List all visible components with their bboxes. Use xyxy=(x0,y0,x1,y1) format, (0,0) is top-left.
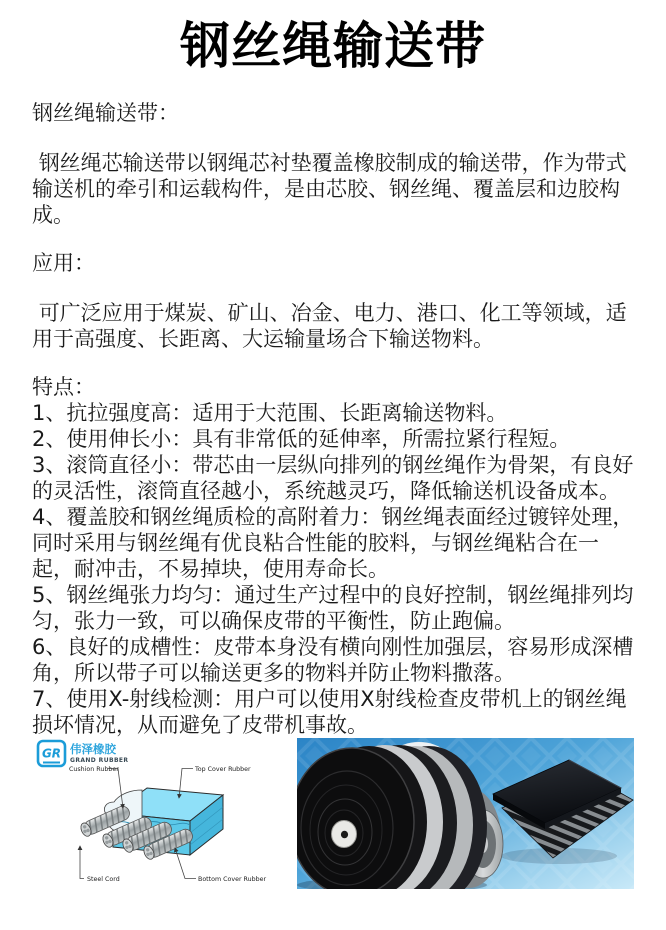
steel-cord-label: Steel Cord xyxy=(87,876,120,883)
conveyor-belt-photo xyxy=(297,738,634,889)
grand-rubber-logo xyxy=(38,741,128,766)
intro-paragraph: 钢丝绳芯输送带以钢绳芯衬垫覆盖橡胶制成的输送带，作为带式输送机的牵引和运载构件，是由芯胶、钢丝绳、覆盖层和边胶构成。 xyxy=(32,151,627,227)
feature-item-1: 1、抗拉强度高：适用于大范围、长距离输送物料。 xyxy=(32,401,508,425)
cushion-rubber-label: Cushion Rubber xyxy=(69,766,119,773)
belt-structure-diagram-svg xyxy=(30,738,273,898)
figures-row xyxy=(30,738,666,898)
feature-item-3: 3、滚筒直径小：带芯由一层纵向排列的钢丝绳作为骨架，有良好的灵活性，滚筒直径越小，系统越灵巧，降低输送机设备成本。 xyxy=(32,453,634,503)
conveyor-belt-photo-svg xyxy=(297,738,634,889)
feature-item-5: 5、钢丝绳张力均匀：通过生产过程中的良好控制，钢丝绳排列均匀，张力一致，可以确保皮带的平衡性，防止跑偏。 xyxy=(32,583,634,633)
features-list xyxy=(32,400,636,738)
page-title: 钢丝绳输送带 xyxy=(180,17,486,75)
logo-abbr-text: GR xyxy=(41,746,62,761)
feature-item-7: 7、使用X-射线检测：用户可以使用X射线检查皮带机上的钢丝绳损坏情况，从而避免了皮带机事故。 xyxy=(32,687,627,737)
application-paragraph: 可广泛应用于煤炭、矿山、冶金、电力、港口、化工等领域，适用于高强度、长距离、大运输量场合下输送物料。 xyxy=(32,301,627,351)
features-heading: 特点： xyxy=(32,375,95,399)
belt-structure-diagram xyxy=(30,738,273,898)
intro-heading: 钢丝绳输送带： xyxy=(32,101,179,125)
logo-en-text: GRAND RUBBER xyxy=(70,757,129,764)
application-heading: 应用： xyxy=(32,251,95,275)
belt-block-illustration xyxy=(79,788,223,861)
feature-item-2: 2、使用伸长小：具有非常低的延伸率，所需拉紧行程短。 xyxy=(32,427,571,451)
bottom-cover-rubber-label: Bottom Cover Rubber xyxy=(198,876,267,883)
article-body xyxy=(0,100,666,738)
logo-cn-text: 伟泽橡胶 xyxy=(70,742,116,756)
top-cover-rubber-label: Top Cover Rubber xyxy=(195,766,251,773)
feature-item-6: 6、良好的成槽性：皮带本身没有横向刚性加强层，容易形成深槽角，所以带子可以输送更多的物料并防止物料撒落。 xyxy=(32,635,634,685)
feature-item-4: 4、覆盖胶和钢丝绳质检的高附着力：钢丝绳表面经过镀锌处理，同时采用与钢丝绳有优良粘合性能的胶料，与钢丝绳粘合在一起，耐冲击，不易掉块，使用寿命长。 xyxy=(32,505,634,581)
